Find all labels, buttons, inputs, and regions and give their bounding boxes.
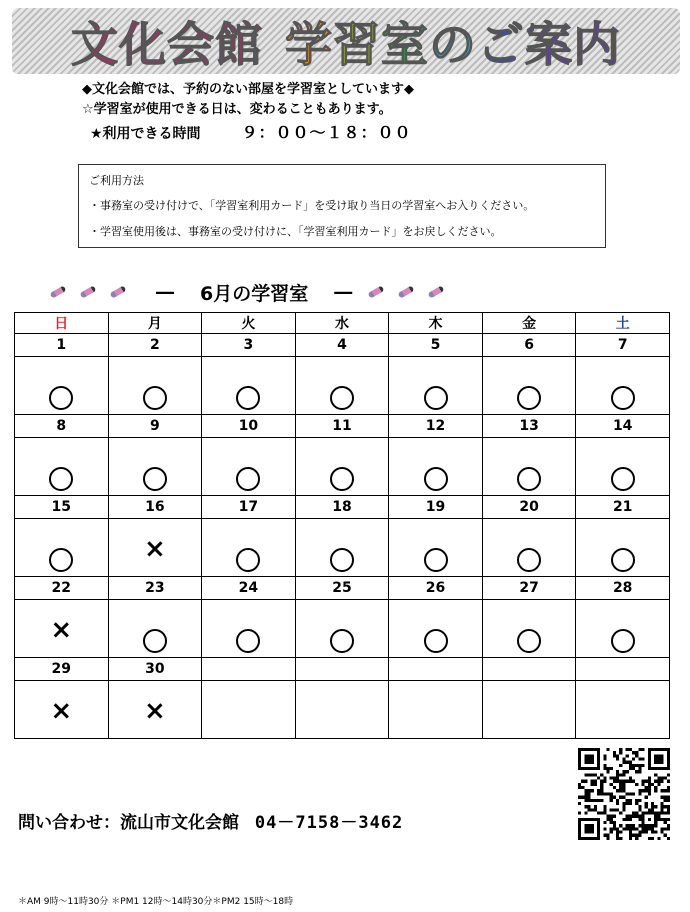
pencil-icon bbox=[110, 285, 127, 298]
title-part: ご bbox=[477, 17, 525, 73]
availability-cell bbox=[202, 357, 296, 415]
availability-row bbox=[15, 600, 670, 658]
available-mark bbox=[236, 548, 260, 572]
availability-cell bbox=[389, 438, 483, 496]
date-number: 24 bbox=[202, 577, 296, 600]
available-mark bbox=[330, 467, 354, 491]
date-number: 3 bbox=[202, 334, 296, 357]
available-mark bbox=[49, 467, 73, 491]
date-number: 13 bbox=[482, 415, 576, 438]
calendar-body bbox=[15, 334, 670, 739]
weekday-header: 土 bbox=[576, 313, 670, 334]
date-row bbox=[15, 658, 670, 681]
available-mark bbox=[330, 629, 354, 653]
available-mark bbox=[517, 386, 541, 410]
date-number: 11 bbox=[295, 415, 389, 438]
available-mark bbox=[236, 629, 260, 653]
date-row bbox=[15, 334, 670, 357]
date-number: 16 bbox=[108, 496, 202, 519]
availability-cell bbox=[389, 357, 483, 415]
availability-cell bbox=[295, 357, 389, 415]
availability-cell bbox=[15, 681, 109, 739]
date-number: 7 bbox=[576, 334, 670, 357]
title-part: 学 bbox=[285, 17, 333, 73]
weekday-header: 月 bbox=[108, 313, 202, 334]
contact-label: 問い合わせ：流山市文化会館 bbox=[18, 813, 239, 833]
available-mark bbox=[330, 548, 354, 572]
availability-cell bbox=[108, 681, 202, 739]
usage-instructions bbox=[78, 164, 606, 248]
date-number bbox=[482, 658, 576, 681]
unavailable-mark: × bbox=[143, 696, 166, 726]
availability-cell bbox=[576, 438, 670, 496]
title-part: の bbox=[429, 17, 477, 73]
availability-cell bbox=[482, 438, 576, 496]
date-number: 19 bbox=[389, 496, 483, 519]
available-mark bbox=[611, 386, 635, 410]
availability-cell bbox=[108, 600, 202, 658]
pencil-icon bbox=[398, 285, 415, 298]
title-part: 習 bbox=[333, 17, 381, 73]
availability-cell bbox=[202, 438, 296, 496]
date-number: 25 bbox=[295, 577, 389, 600]
available-mark bbox=[424, 467, 448, 491]
available-mark bbox=[611, 629, 635, 653]
qr-code-icon bbox=[578, 748, 670, 840]
date-number: 9 bbox=[108, 415, 202, 438]
hours-label: ★利用できる時間 bbox=[90, 126, 201, 142]
available-mark bbox=[49, 386, 73, 410]
date-number: 17 bbox=[202, 496, 296, 519]
availability-cell bbox=[202, 600, 296, 658]
availability-cell bbox=[576, 357, 670, 415]
date-number bbox=[389, 658, 483, 681]
available-mark bbox=[424, 386, 448, 410]
month-title: 6月の学習室 bbox=[200, 282, 309, 305]
available-mark bbox=[517, 629, 541, 653]
weekday-header: 日 bbox=[15, 313, 109, 334]
date-number: 26 bbox=[389, 577, 483, 600]
available-mark bbox=[143, 467, 167, 491]
pencil-icon bbox=[428, 285, 445, 298]
availability-cell bbox=[576, 519, 670, 577]
calendar-table bbox=[14, 312, 670, 739]
date-number: 8 bbox=[15, 415, 109, 438]
availability-cell bbox=[108, 357, 202, 415]
date-number: 21 bbox=[576, 496, 670, 519]
usage-heading: ご利用方法 bbox=[89, 174, 144, 187]
weekday-header-row bbox=[15, 313, 670, 334]
weekday-header: 木 bbox=[389, 313, 483, 334]
date-number: 27 bbox=[482, 577, 576, 600]
date-number: 12 bbox=[389, 415, 483, 438]
availability-row bbox=[15, 519, 670, 577]
availability-cell bbox=[15, 600, 109, 658]
available-mark bbox=[49, 548, 73, 572]
date-number bbox=[576, 658, 670, 681]
unavailable-mark: × bbox=[50, 696, 73, 726]
date-number: 2 bbox=[108, 334, 202, 357]
available-mark bbox=[330, 386, 354, 410]
date-number bbox=[295, 658, 389, 681]
date-number: 15 bbox=[15, 496, 109, 519]
availability-cell bbox=[295, 600, 389, 658]
contact-info bbox=[18, 808, 403, 833]
availability-row bbox=[15, 681, 670, 739]
pencil-icon bbox=[50, 285, 67, 298]
contact-phone: 04－7158－3462 bbox=[254, 813, 404, 833]
available-mark bbox=[236, 386, 260, 410]
dash: ― bbox=[156, 281, 174, 303]
date-number: 28 bbox=[576, 577, 670, 600]
availability-cell bbox=[202, 519, 296, 577]
available-mark bbox=[517, 467, 541, 491]
availability-row bbox=[15, 357, 670, 415]
title-part: 案内 bbox=[525, 17, 621, 73]
intro-line-2: ☆学習室が使用できる日は、変わることもあります。 bbox=[82, 102, 392, 117]
availability-cell bbox=[576, 600, 670, 658]
available-mark bbox=[611, 548, 635, 572]
weekday-header: 火 bbox=[202, 313, 296, 334]
date-number: 22 bbox=[15, 577, 109, 600]
date-number: 4 bbox=[295, 334, 389, 357]
availability-cell bbox=[482, 681, 576, 739]
availability-cell bbox=[482, 519, 576, 577]
footnote: ＊AM 9時～11時30分 ＊PM1 12時～14時30分＊PM2 15時～18時 bbox=[18, 897, 294, 907]
pencil-icon bbox=[368, 285, 385, 298]
available-mark bbox=[424, 629, 448, 653]
date-number: 23 bbox=[108, 577, 202, 600]
unavailable-mark: × bbox=[143, 534, 166, 564]
availability-cell bbox=[389, 519, 483, 577]
available-mark bbox=[236, 467, 260, 491]
available-mark bbox=[143, 629, 167, 653]
available-mark bbox=[517, 548, 541, 572]
hours-time: ９：００～１８：００ bbox=[241, 123, 412, 142]
date-number: 10 bbox=[202, 415, 296, 438]
usage-item: ・学習室使用後は、事務室の受け付けに、「学習室利用カード」をお戻しください。 bbox=[89, 225, 502, 238]
usage-item: ・事務室の受け付けで、「学習室利用カード」を受け取り当日の学習室へお入りください。 bbox=[89, 199, 535, 212]
date-row bbox=[15, 496, 670, 519]
available-mark bbox=[611, 467, 635, 491]
date-number bbox=[202, 658, 296, 681]
intro-line-1: ◆文化会館では、予約のない部屋を学習室としています◆ bbox=[82, 82, 414, 97]
available-mark bbox=[143, 386, 167, 410]
available-mark bbox=[424, 548, 448, 572]
availability-cell bbox=[389, 681, 483, 739]
availability-cell bbox=[482, 357, 576, 415]
page-title bbox=[12, 8, 680, 74]
date-number: 18 bbox=[295, 496, 389, 519]
availability-cell bbox=[576, 681, 670, 739]
availability-cell bbox=[108, 519, 202, 577]
availability-cell bbox=[295, 438, 389, 496]
date-number: 29 bbox=[15, 658, 109, 681]
weekday-header: 金 bbox=[482, 313, 576, 334]
availability-cell bbox=[295, 681, 389, 739]
title-part: 文化会館 bbox=[71, 17, 263, 73]
availability-cell bbox=[15, 519, 109, 577]
date-row bbox=[15, 415, 670, 438]
unavailable-mark: × bbox=[50, 615, 73, 645]
month-heading bbox=[50, 280, 550, 304]
date-number: 5 bbox=[389, 334, 483, 357]
title-part: 室 bbox=[381, 17, 429, 73]
date-number: 14 bbox=[576, 415, 670, 438]
availability-cell bbox=[482, 600, 576, 658]
availability-cell bbox=[15, 357, 109, 415]
availability-cell bbox=[295, 519, 389, 577]
availability-cell bbox=[108, 438, 202, 496]
date-number: 6 bbox=[482, 334, 576, 357]
pencil-icon bbox=[80, 285, 97, 298]
title-banner bbox=[12, 8, 680, 74]
availability-cell bbox=[202, 681, 296, 739]
date-row bbox=[15, 577, 670, 600]
weekday-header: 水 bbox=[295, 313, 389, 334]
availability-cell bbox=[389, 600, 483, 658]
availability-cell bbox=[15, 438, 109, 496]
date-number: 30 bbox=[108, 658, 202, 681]
date-number: 1 bbox=[15, 334, 109, 357]
opening-hours bbox=[90, 120, 411, 143]
dash: ― bbox=[334, 281, 353, 303]
availability-row bbox=[15, 438, 670, 496]
date-number: 20 bbox=[482, 496, 576, 519]
